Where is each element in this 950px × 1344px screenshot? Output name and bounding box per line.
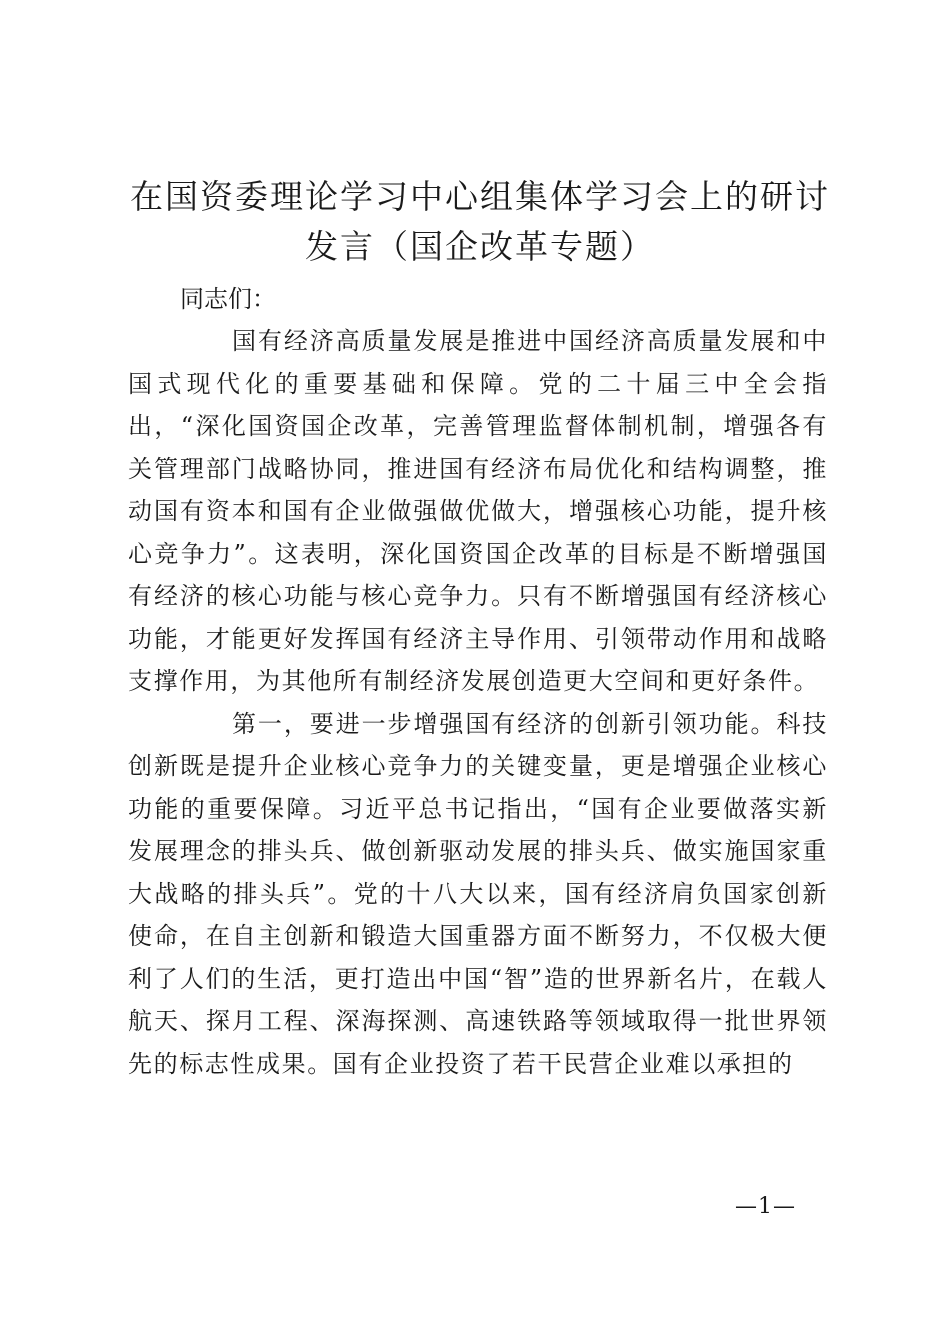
paragraph-first-point: 第一，要进一步增强国有经济的创新引领功能。科技创新既是提升企业核心竞争力的关键变量，更是增强企业核心功能的重要保障。习近平总书记指出，“国有企业要做落实新发展理念的排头兵、做创新驱动发展的排头兵、做实施国家重大战略的排头兵”。党的十八大以来，国有经济肩负国家创新使命，在自主创新和锻造大国重器方面不断努力，不仅极大便利了人们的生活，更打造出中国“智”造的世界新名片，在载人航天、探月工程、深海探测、高速铁路等领域取得一批世界领先的标志性成果。国有企业投资了若干民营企业难以承担的 — [128, 709, 828, 1078]
document-body — [128, 320, 828, 1085]
title-line-2: 发言（国企改革专题） — [305, 227, 655, 266]
salutation: 同志们： — [180, 285, 276, 313]
title-line-1: 在国资委理论学习中心组集体学习会上的研讨 — [130, 177, 830, 216]
document-title — [110, 172, 850, 272]
paragraph-intro: 国有经济高质量发展是推进中国经济高质量发展和中国式现代化的重要基础和保障。党的二十届三中全会指出，“深化国资国企改革，完善管理监督体制机制，增强各有关管理部门战略协同，推进国有经济布局优化和结构调整，推动国有资本和国有企业做强做优做大，增强核心功能，提升核心竞争力”。这表明，深化国资国企改革的目标是不断增强国有经济的核心功能与核心竞争力。只有不断增强国有经济核心功能，才能更好发挥国有经济主导作用、引领带动作用和战略支撑作用，为其他所有制经济发展创造更大空间和更好条件。 — [128, 327, 828, 695]
page-number: —1— — [735, 1194, 796, 1219]
